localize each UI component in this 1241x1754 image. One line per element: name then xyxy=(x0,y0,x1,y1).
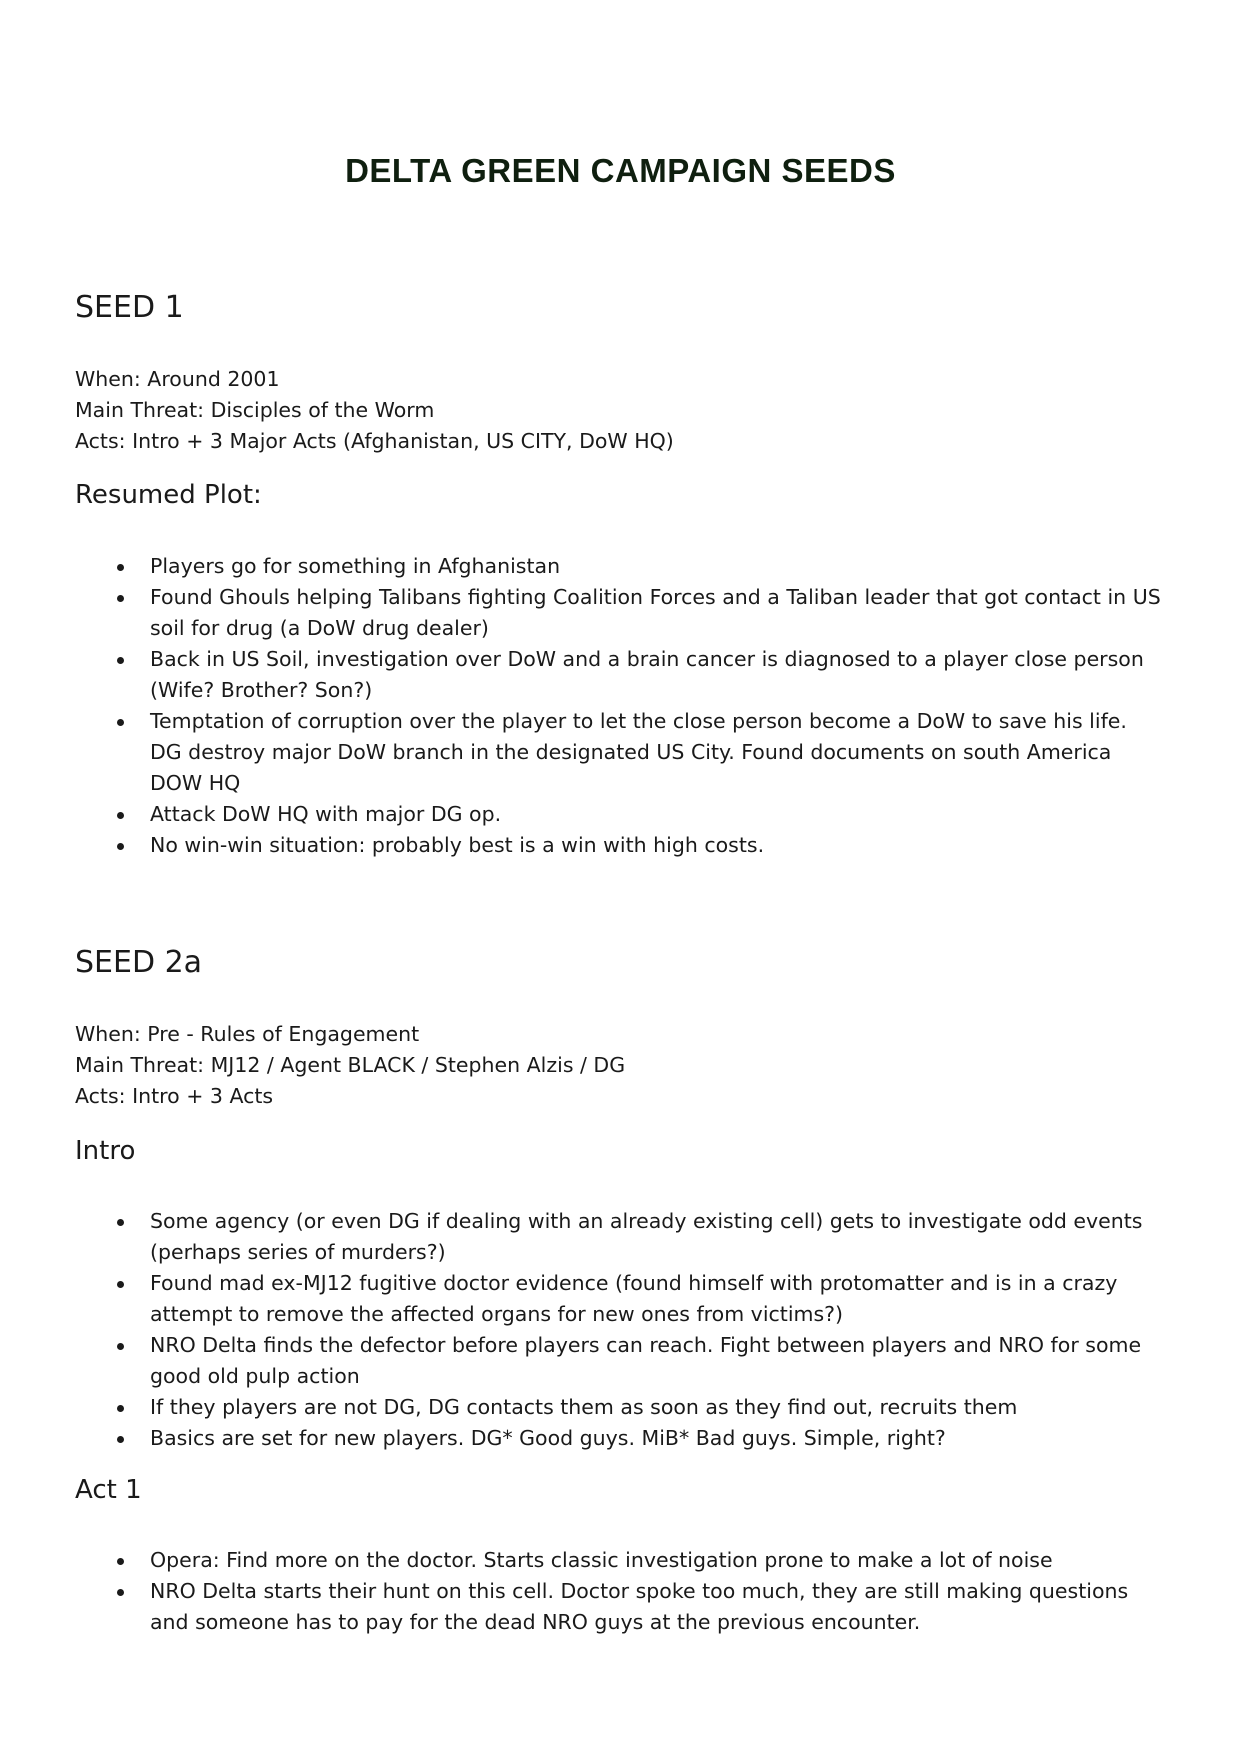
seed-2a-threat: Main Threat: MJ12 / Agent BLACK / Stephen Alzis / DG xyxy=(75,1053,626,1077)
list-item: NRO Delta finds the defector before players can reach. Fight between players and NRO for some good old pulp action xyxy=(150,1330,1165,1392)
list-item: No win-win situation: probably best is a win with high costs. xyxy=(150,830,1165,861)
seed-1-plot-list xyxy=(150,551,1165,861)
list-item: Found mad ex-MJ12 fugitive doctor evidence (found himself with protomatter and is in a crazy attempt to remove the affected organs for new ones from victims?) xyxy=(150,1268,1165,1330)
seed-2a-intro-list xyxy=(150,1206,1165,1454)
list-item: Found Ghouls helping Talibans fighting Coalition Forces and a Taliban leader that got contact in US soil for drug (a DoW drug dealer) xyxy=(150,582,1165,644)
list-item: Opera: Find more on the doctor. Starts classic investigation prone to make a lot of noise xyxy=(150,1545,1165,1576)
seed-2a-when: When: Pre - Rules of Engagement xyxy=(75,1022,420,1046)
list-item: Some agency (or even DG if dealing with an already existing cell) gets to investigate odd events (perhaps series of murders?) xyxy=(150,1206,1165,1268)
seed-2a-heading: SEED 2a xyxy=(75,945,203,980)
seed-1-meta xyxy=(75,364,674,457)
seed-1-when: When: Around 2001 xyxy=(75,367,280,391)
list-item: Temptation of corruption over the player to let the close person become a DoW to save his life. DG destroy major DoW branch in the designated US City. Found documents on south America DOW HQ xyxy=(150,706,1165,799)
seed-1-heading: SEED 1 xyxy=(75,290,184,325)
list-item: Basics are set for new players. DG* Good guys. MiB* Bad guys. Simple, right? xyxy=(150,1423,1165,1454)
list-item: If they players are not DG, DG contacts them as soon as they find out, recruits them xyxy=(150,1392,1165,1423)
seed-1-threat: Main Threat: Disciples of the Worm xyxy=(75,398,435,422)
seed-1-plot-heading: Resumed Plot: xyxy=(75,480,262,510)
seed-2a-act1-list xyxy=(150,1545,1165,1638)
list-item: Back in US Soil, investigation over DoW and a brain cancer is diagnosed to a player close person (Wife? Brother? Son?) xyxy=(150,644,1165,706)
seed-2a-intro-heading: Intro xyxy=(75,1136,136,1166)
list-item: Players go for something in Afghanistan xyxy=(150,551,1165,582)
list-item: Attack DoW HQ with major DG op. xyxy=(150,799,1165,830)
seed-2a-meta xyxy=(75,1019,625,1112)
seed-2a-act1-heading: Act 1 xyxy=(75,1475,142,1505)
list-item: NRO Delta starts their hunt on this cell. Doctor spoke too much, they are still making questions and someone has to pay for the dead NRO guys at the previous encounter. xyxy=(150,1576,1165,1638)
seed-1-acts: Acts: Intro + 3 Major Acts (Afghanistan, US CITY, DoW HQ) xyxy=(75,429,674,453)
seed-2a-acts: Acts: Intro + 3 Acts xyxy=(75,1084,274,1108)
document-title: DELTA GREEN CAMPAIGN SEEDS xyxy=(345,152,896,189)
